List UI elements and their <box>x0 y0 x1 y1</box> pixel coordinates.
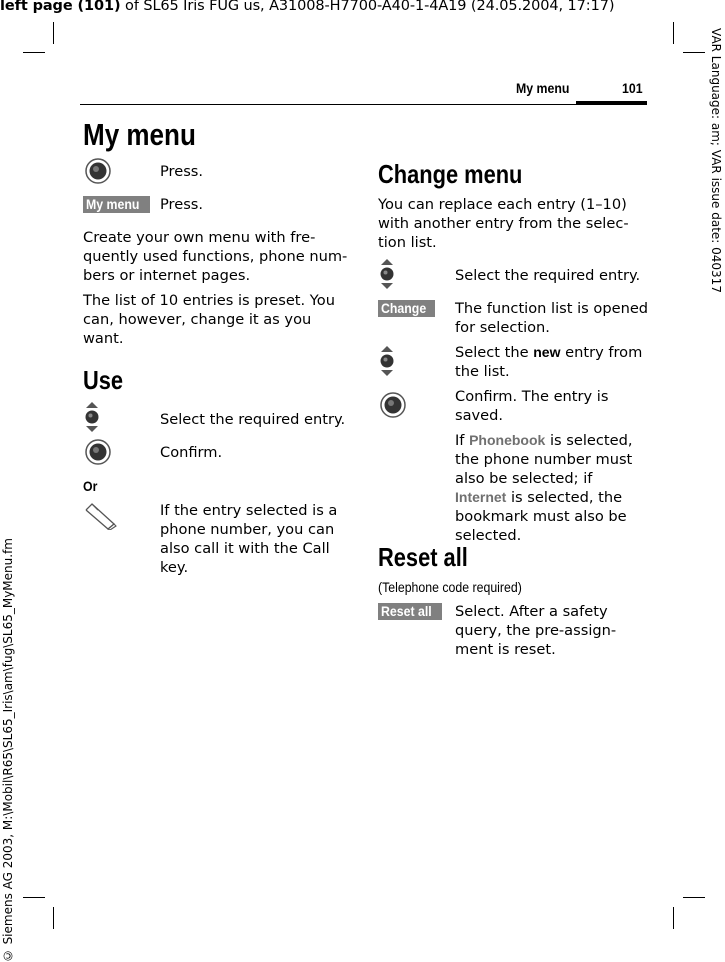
section-heading-use: Use <box>83 365 124 395</box>
header-rule <box>80 104 647 105</box>
instruction-text: Select the new entry from the list. <box>455 344 643 380</box>
crop-mark <box>53 907 54 929</box>
nav-key-press-icon <box>84 157 112 185</box>
crop-mark <box>673 907 674 929</box>
or-label: Or <box>83 478 98 494</box>
instruction-text: If the entry selected is a phone number, you can also call it with the Call key. <box>160 502 338 576</box>
running-title: My menu <box>516 80 570 96</box>
softkey-my-menu: My menu <box>83 196 150 213</box>
side-note-right: VAR Language: am; VAR issue date: 040317 <box>709 28 723 293</box>
crop-mark <box>683 897 705 898</box>
nav-key-press-icon <box>84 438 112 466</box>
instruction-text: The function list is opened for selection. <box>455 300 649 336</box>
instruction-text: Press. <box>160 163 204 180</box>
page-title: My menu <box>83 117 196 152</box>
crop-mark <box>53 22 54 44</box>
paragraph: The list of 10 entries is preset. You can, however, change it as you want. <box>83 292 335 347</box>
note-text: If Phonebook is selected, the phone number must also be selected; if Internet is selected, the bookmark must also be selected. <box>455 432 633 544</box>
crop-mark <box>683 52 705 53</box>
nav-key-updown-icon <box>379 259 395 289</box>
code-note: (Telephone code required) <box>378 579 522 595</box>
instruction-text: Confirm. <box>160 444 223 461</box>
crop-mark <box>673 22 674 44</box>
call-key-icon <box>84 502 118 530</box>
instruction-text: Select. After a safety query, the pre-assign-ment is reset. <box>455 603 617 658</box>
paragraph: Create your own menu with fre-quently used functions, phone num-bers or internet pages. <box>83 229 348 284</box>
instruction-text: Confirm. The entry is saved. <box>455 388 609 424</box>
instruction-text: Select the required entry. <box>160 411 346 428</box>
softkey-reset-all: Reset all <box>378 603 442 620</box>
side-note-left: © Siemens AG 2003, M:\Mobil\R65\SL65_Iris\am\fug\SL65_MyMenu.fm <box>1 537 15 962</box>
instruction-text: Press. <box>160 196 204 213</box>
nav-key-updown-icon <box>379 346 395 376</box>
page-number: 101 <box>622 80 643 96</box>
nav-key-press-icon <box>379 391 407 419</box>
section-heading-change-menu: Change menu <box>378 159 523 189</box>
instruction-text: Select the required entry. <box>455 267 641 284</box>
paragraph: You can replace each entry (1–10) with another entry from the selec-tion list. <box>378 196 629 251</box>
nav-key-updown-icon <box>84 402 100 432</box>
crop-mark <box>23 897 45 898</box>
header-rule-thick <box>576 101 647 104</box>
print-header: left page (101) of SL65 Iris FUG us, A31008-H7700-A40-1-4A19 (24.05.2004, 17:17) <box>0 0 615 14</box>
softkey-change: Change <box>378 300 435 317</box>
crop-mark <box>23 52 45 53</box>
section-heading-reset-all: Reset all <box>378 542 468 572</box>
